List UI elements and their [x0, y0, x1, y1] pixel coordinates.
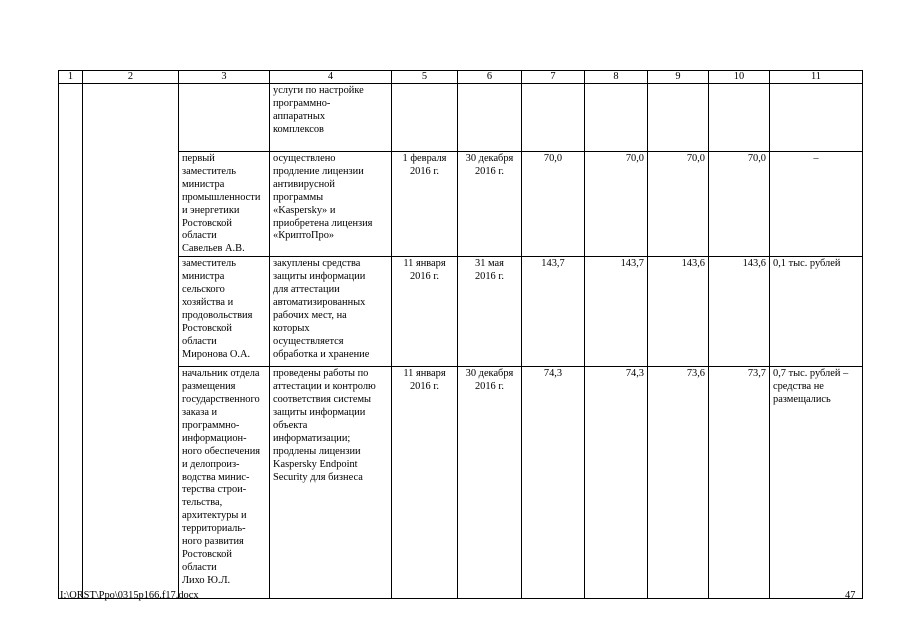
column-number: 6 — [458, 71, 522, 84]
value-cell: 73,7 — [709, 367, 770, 599]
value-cell: 70,0 — [585, 152, 648, 257]
column-number: 7 — [522, 71, 585, 84]
end-date-cell: 30 декабря 2016 г. — [458, 152, 522, 257]
value-cell: 74,3 — [585, 367, 648, 599]
column-number: 5 — [392, 71, 458, 84]
note-cell: 0,7 тыс. рублей – средства не размещались — [770, 367, 863, 599]
responsible-cell: первый заместитель министра промышленности и энергетики Ростовской области Савельев А.В. — [179, 152, 270, 257]
column-number: 9 — [648, 71, 709, 84]
end-date-cell — [458, 84, 522, 152]
responsible-cell: начальник отдела размещения государственного заказа и программно- информацион- ного обеспечения и делопроиз- водства минис- терства строи- тельства, архитектуры и территориаль- ного развития Ростовской области Лихо Ю.Л. — [179, 367, 270, 599]
value-cell: 143,7 — [585, 257, 648, 367]
column-number-row — [59, 71, 863, 84]
value-cell: 143,7 — [522, 257, 585, 367]
table-row — [59, 84, 863, 152]
value-cell: 73,6 — [648, 367, 709, 599]
value-cell — [648, 84, 709, 152]
end-date-cell: 30 декабря 2016 г. — [458, 367, 522, 599]
activity-cell: осуществлено продление лицензии антивирусной программы «Kaspersky» и приобретена лицензия «КриптоПро» — [270, 152, 392, 257]
value-cell: 70,0 — [648, 152, 709, 257]
activity-cell: закуплены средства защиты информации для аттестации автоматизированных рабочих мест, на которых осуществляется обработка и хранение — [270, 257, 392, 367]
table-row — [59, 257, 863, 367]
start-date-cell — [392, 84, 458, 152]
column-number: 1 — [59, 71, 83, 84]
value-cell: 74,3 — [522, 367, 585, 599]
end-date-cell: 31 мая 2016 г. — [458, 257, 522, 367]
responsible-cell — [179, 84, 270, 152]
table-row — [59, 367, 863, 599]
note-cell: – — [770, 152, 863, 257]
value-cell — [522, 84, 585, 152]
value-cell: 143,6 — [709, 257, 770, 367]
page-number: 47 — [845, 590, 856, 601]
empty-cell-col2 — [83, 84, 179, 599]
activity-cell: проведены работы по аттестации и контролю соответствия системы защиты информации объекта информатизации; продлены лицензии Kaspersky Endpoint Security для бизнеса — [270, 367, 392, 599]
note-cell: 0,1 тыс. рублей — [770, 257, 863, 367]
value-cell: 70,0 — [709, 152, 770, 257]
column-number: 8 — [585, 71, 648, 84]
file-path-footer: I:\ORST\Ppo\0315p166.f17.docx — [60, 590, 199, 601]
start-date-cell: 11 января 2016 г. — [392, 257, 458, 367]
empty-cell-col1 — [59, 84, 83, 599]
column-number: 4 — [270, 71, 392, 84]
column-number: 3 — [179, 71, 270, 84]
report-table — [58, 70, 863, 599]
column-number: 10 — [709, 71, 770, 84]
value-cell — [585, 84, 648, 152]
table-row — [59, 152, 863, 257]
note-cell — [770, 84, 863, 152]
value-cell — [709, 84, 770, 152]
start-date-cell: 1 февраля 2016 г. — [392, 152, 458, 257]
responsible-cell: заместитель министра сельского хозяйства и продовольствия Ростовской области Миронова О.А. — [179, 257, 270, 367]
value-cell: 70,0 — [522, 152, 585, 257]
value-cell: 143,6 — [648, 257, 709, 367]
activity-cell: услуги по настройке программно- аппаратных комплексов — [270, 84, 392, 152]
column-number: 11 — [770, 71, 863, 84]
start-date-cell: 11 января 2016 г. — [392, 367, 458, 599]
column-number: 2 — [83, 71, 179, 84]
